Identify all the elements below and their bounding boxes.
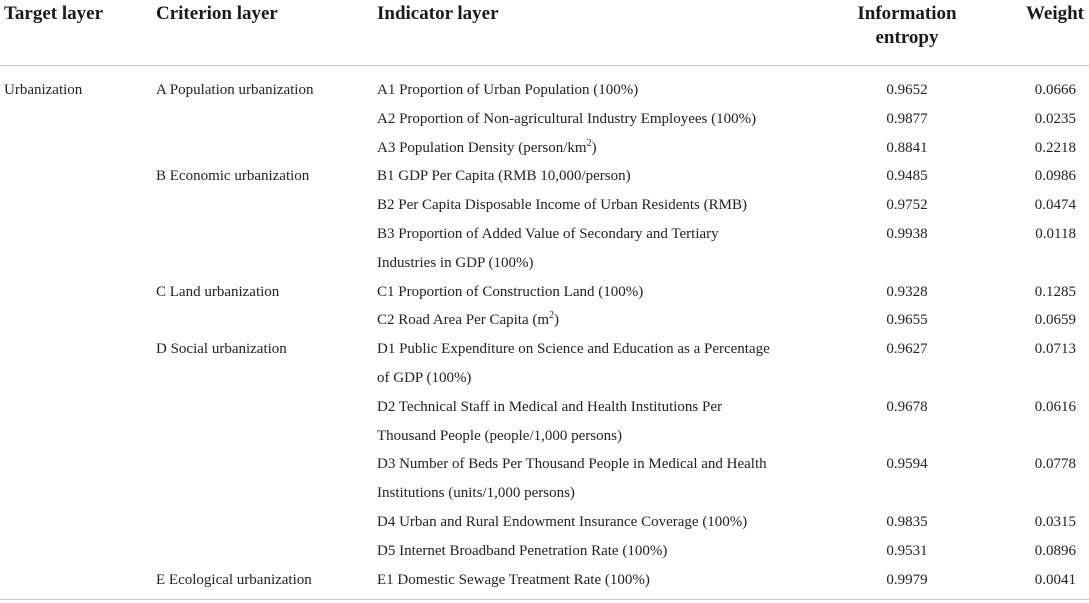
indicator-line (377, 538, 667, 567)
entropy-cell: 0.8841 (886, 139, 928, 156)
indicator-cell (377, 336, 770, 394)
entropy-cell: 0.9752 (886, 197, 928, 214)
indicator-text: Industries in GDP (100%) (377, 254, 534, 271)
indicator-line (377, 279, 643, 308)
header-indicator-layer: Indicator layer (377, 3, 499, 24)
indicator-text-tail: ) (591, 139, 597, 156)
indicator-text: A2 Proportion of Non-agricultural Industry Employees (100%) (377, 110, 757, 127)
bottom-divider (0, 599, 1089, 600)
target-layer-value: Urbanization (4, 82, 83, 98)
header-weight: Weight (1025, 3, 1084, 24)
weight-cell: 0.0616 (1034, 398, 1076, 415)
header-entropy-line2: entropy (875, 27, 939, 48)
indicator-text: A1 Proportion of Urban Population (100%) (377, 82, 639, 98)
entropy-cell: 0.9678 (886, 398, 928, 415)
indicator-line (377, 365, 770, 394)
indicator-line (377, 221, 719, 250)
indicator-text: E1 Domestic Sewage Treatment Rate (100%) (377, 571, 650, 588)
entropy-cell: 0.9979 (886, 571, 928, 588)
indicator-line (377, 77, 638, 106)
weight-cell: 0.1285 (1034, 283, 1076, 300)
indicator-line (377, 480, 767, 509)
weight-cell: 0.0986 (1034, 168, 1076, 185)
indicator-line (377, 423, 722, 452)
indicator-line (377, 250, 719, 279)
unit-superscript: 2 (586, 137, 592, 149)
weight-cell: 0.0778 (1034, 456, 1076, 473)
indicator-cell (377, 509, 747, 538)
indicator-text: C2 Road Area Per Capita (m (377, 312, 550, 329)
header-target-layer: Target layer (4, 3, 104, 24)
weight-cell: 0.0666 (1034, 82, 1076, 98)
weight-cell: 0.0659 (1034, 312, 1076, 329)
indicator-text: D4 Urban and Rural Endowment Insurance Coverage (100%) (377, 514, 748, 530)
indicator-line (377, 451, 767, 480)
indicator-line (377, 307, 559, 336)
indicator-cell (377, 106, 756, 135)
header-divider (0, 65, 1089, 66)
entropy-cell: 0.9485 (886, 168, 928, 185)
criterion-cell: A Population urbanization (156, 82, 314, 98)
indicator-text: Institutions (units/1,000 persons) (377, 485, 575, 502)
indicator-cell (377, 135, 597, 164)
indicator-cell (377, 279, 643, 308)
indicator-line (377, 567, 650, 596)
entropy-cell: 0.9627 (886, 341, 928, 358)
indicator-text: D2 Technical Staff in Medical and Health Institutions Per (377, 398, 722, 415)
criterion-cell: E Ecological urbanization (156, 571, 312, 588)
indicator-line (377, 509, 747, 538)
indicator-text: B1 GDP Per Capita (RMB 10,000/person) (377, 168, 631, 185)
indicator-text: C1 Proportion of Construction Land (100%) (377, 283, 644, 300)
indicator-text: D1 Public Expenditure on Science and Education as a Percentage (377, 341, 770, 358)
indicator-cell (377, 163, 631, 192)
indicator-cell (377, 307, 559, 336)
indicator-line (377, 192, 747, 221)
entropy-cell: 0.9594 (886, 456, 928, 473)
indicator-text: B2 Per Capita Disposable Income of Urban Residents (RMB) (377, 197, 747, 214)
entropy-cell: 0.9652 (886, 82, 928, 98)
indicator-line (377, 135, 597, 164)
indicator-text: of GDP (100%) (377, 369, 472, 386)
entropy-cell: 0.9938 (886, 226, 928, 242)
criterion-cell: D Social urbanization (156, 341, 287, 358)
indicator-text: Thousand People (people/1,000 persons) (377, 427, 622, 444)
indicator-cell (377, 192, 747, 221)
criterion-cell: B Economic urbanization (156, 168, 310, 185)
entropy-cell: 0.9328 (886, 283, 928, 300)
indicator-text: D5 Internet Broadband Penetration Rate (100%) (377, 542, 668, 559)
entropy-cell: 0.9835 (886, 514, 928, 530)
indicator-cell (377, 451, 767, 509)
weight-cell: 0.0118 (1035, 226, 1076, 242)
header-criterion-layer: Criterion layer (156, 3, 278, 24)
entropy-cell: 0.9655 (886, 312, 928, 329)
indicator-cell (377, 77, 638, 106)
indicator-line (377, 394, 722, 423)
indicator-line (377, 106, 756, 135)
weight-cell: 0.0474 (1034, 197, 1076, 214)
weight-cell: 0.2218 (1034, 139, 1076, 156)
criterion-cell: C Land urbanization (156, 283, 280, 300)
indicator-cell (377, 538, 667, 567)
unit-superscript: 2 (549, 310, 555, 322)
weight-cell: 0.0235 (1034, 110, 1076, 127)
weight-cell: 0.0041 (1034, 571, 1076, 588)
indicator-line (377, 336, 770, 365)
indicator-cell (377, 394, 722, 452)
indicator-text: D3 Number of Beds Per Thousand People in Medical and Health (377, 456, 767, 473)
indicator-text: A3 Population Density (person/km (377, 139, 587, 156)
indicator-text: B3 Proportion of Added Value of Secondary and Tertiary (377, 226, 719, 242)
entropy-cell: 0.9531 (886, 542, 928, 559)
indicator-text-tail: ) (554, 312, 560, 329)
weight-cell: 0.0896 (1034, 542, 1076, 559)
header-information-entropy (835, 2, 979, 50)
weight-cell: 0.0713 (1034, 341, 1076, 358)
indicator-line (377, 163, 631, 192)
weight-cell: 0.0315 (1034, 514, 1076, 530)
entropy-cell: 0.9877 (886, 110, 928, 127)
header-entropy-line1: Information (857, 3, 957, 24)
indicator-cell (377, 567, 650, 596)
indicator-cell (377, 221, 719, 279)
